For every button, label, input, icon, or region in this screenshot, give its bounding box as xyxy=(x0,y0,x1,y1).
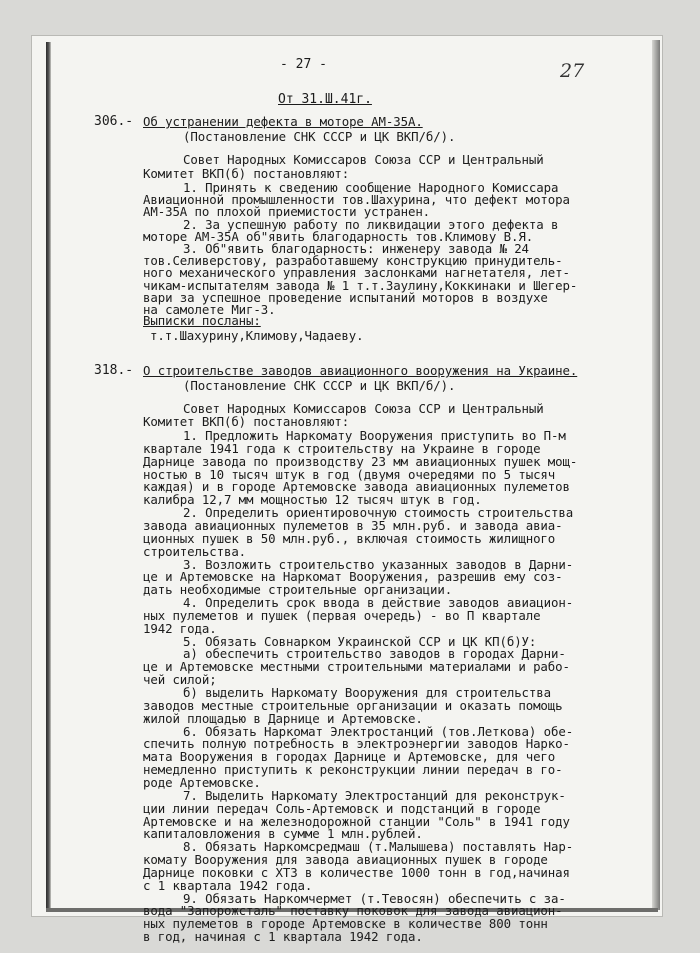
entry-318-body-line: завода авиационных пулеметов в 35 млн.руб. и завода авиа- xyxy=(143,517,563,533)
entry-318-body-line: Дарнице поковки с ХТЗ в количестве 1000 тонн в год,начиная xyxy=(143,864,570,880)
entry-318-body-line: 1. Предложить Наркомату Вооружения приступить во П-м xyxy=(183,428,566,443)
entry-318-body-line: ционных пушек в 50 млн.руб., включая стоимость жилищного xyxy=(143,530,556,546)
entry-318-body-line: дать необходимые строительные организации. xyxy=(143,582,453,598)
entry-318-body-line: калибра 12,7 мм мощностью 12 тысяч штук в год. xyxy=(143,492,482,508)
entry-318-body-line: 8. Обязать Наркомсредмаш (т.Малышева) поставлять Нар- xyxy=(183,839,574,855)
entry-318-body-line: це и Артемовске на Наркомат Вооружения, разрешив ему соз- xyxy=(143,569,563,585)
copies-label-306: Выписки посланы: xyxy=(143,313,261,328)
entry-318-body-line: б) выделить Наркомату Вооружения для строительства xyxy=(183,685,551,700)
entry-318-intro-line-2: Комитет ВКП(б) постановляют: xyxy=(143,414,350,429)
entry-318-body-line: це и Артемовске местными строительными материалами и рабо- xyxy=(143,659,570,675)
entry-318-source: (Постановление СНК СССР и ЦК ВКП/б/). xyxy=(183,378,456,393)
entry-306-source: (Постановление СНК СССР и ЦК ВКП/б/). xyxy=(183,129,456,144)
entry-318-body-line: 3. Возложить строительство указанных заводов в Дарни- xyxy=(183,556,574,572)
entry-306-body-line: АМ-35А по плохой приемистости устранен. xyxy=(143,204,431,220)
entry-318-body-line: ных пулеметов в городе Артемовске в количестве 800 тонн xyxy=(143,916,548,932)
entry-318-body-line: ностью в 10 тысяч штук в год (двумя очередями по 5 тысяч xyxy=(143,466,556,482)
entry-318-body-line: в год, начиная с 1 квартала 1942 года. xyxy=(143,929,423,945)
page-number: - 27 - xyxy=(280,57,327,72)
entry-318-body-line: заводов местные строительные организации и оказать помощь xyxy=(143,697,563,713)
entry-318-body-line: спечить полную потребность в электроэнергии заводов Нарко- xyxy=(143,736,570,752)
entry-318-body-line: 1942 года. xyxy=(143,620,217,636)
entry-306-intro-line-1: Совет Народных Комиссаров Союза ССР и Центральный xyxy=(183,152,544,167)
entry-306-body-line: вари за успешное проведение испытаний моторов в воздухе xyxy=(143,289,548,305)
entry-318-intro-line-1: Совет Народных Комиссаров Союза ССР и Центральный xyxy=(183,401,544,416)
handwritten-page-number: 27 xyxy=(560,60,585,82)
entry-318-body-line: капиталовложения в сумме 1 млн.рублей. xyxy=(143,826,423,842)
entry-306-body-line: 3. Об"явить благодарность: инженеру завода № 24 xyxy=(183,241,529,256)
page-left-edge-shadow xyxy=(46,42,51,912)
page-right-edge-shadow xyxy=(652,40,660,910)
entry-318-body-line: 6. Обязать Наркомат Электростанций (тов.Леткова) обе- xyxy=(183,723,574,739)
entry-318-body-line: жилой площадью в Дарнице и Артемовске. xyxy=(143,710,423,726)
entry-318-body-line: мата Вооружения в городах Дарнице и Артемовске, для чего xyxy=(143,749,556,765)
entry-318-body-line: комату Вооружения для завода авиационных пушек в городе xyxy=(143,852,548,868)
entry-318-body-line: Дарнице завода по производству 23 мм авиационных пушек мощ- xyxy=(143,453,578,469)
entry-306-body-line: Авиационной промышленности тов.Шахурина, что дефект мотора xyxy=(143,192,570,208)
date-heading: От 31.Ш.41г. xyxy=(278,92,372,107)
entry-306-body-line: 2. За успешную работу по ликвидации этого дефекта в xyxy=(183,216,559,232)
copies-recipients-306: т.т.Шахурину,Климову,Чадаеву. xyxy=(150,328,364,343)
entry-318-body-line: роде Артемовске. xyxy=(143,774,261,790)
entry-318-body-line: квартале 1941 года к строительству на Украине в городе xyxy=(143,440,541,456)
entry-306-title: Об устранении дефекта в моторе АМ-35А. xyxy=(143,114,423,129)
entry-318-body-line: 7. Выделить Наркомату Электростанций для реконструк- xyxy=(183,787,566,803)
entry-318-body-line: Артемовске и на железнодорожной станции "Соль" в 1941 году xyxy=(143,813,570,829)
entry-318-body-line: вода "Запорожсталь" поставку поковок для завода авиацион- xyxy=(143,903,563,919)
entry-318-body-line: немедленно приступить к реконструкции линии передач в го- xyxy=(143,762,563,778)
entry-318-body-line: ных пулеметов и пушек (первая очередь) - во П квартале xyxy=(143,607,541,623)
entry-306-body-line: моторе АМ-35А об"явить благодарность тов.Климову В.Я. xyxy=(143,228,534,244)
entry-306-body-line: тов.Селиверстову, разработавшему конструкцию принудитель- xyxy=(143,253,563,269)
entry-318-body-line: 4. Определить срок ввода в действие заводов авиацион- xyxy=(183,595,574,611)
entry-318-body-line: с 1 квартала 1942 года. xyxy=(143,877,313,893)
entry-318-body-line: строительства. xyxy=(143,543,247,559)
entry-318-body-line: каждая) и в городе Артемовске завода авиационных пулеметов xyxy=(143,479,570,495)
entry-318-body-line: ции линии передач Соль-Артемовск и подстанций в городе xyxy=(143,800,541,816)
entry-306-body-line: ного механического управления заслонками нагнетателя, лет- xyxy=(143,265,570,281)
entry-318-body-line: чей силой; xyxy=(143,672,217,688)
entry-306-body-line: чикам-испытателям завода № 1 т.т.Заулину,Коккинаки и Шегер- xyxy=(143,277,578,293)
entry-306-intro-line-2: Комитет ВКП(б) постановляют: xyxy=(143,166,350,181)
entry-318-number: 318.- xyxy=(94,363,134,378)
entry-318-body-line: а) обеспечить строительство заводов в городах Дарни- xyxy=(183,646,566,662)
entry-306-body-line: на самолете Миг-3. xyxy=(143,302,276,317)
entry-318-body-line: 2. Определить ориентировочную стоимость строительства xyxy=(183,505,574,521)
entry-306-body-line: 1. Принять к сведению сообщение Народного Комиссара xyxy=(183,180,559,195)
entry-306-number: 306.- xyxy=(94,114,134,129)
entry-318-body-line: 9. Обязать Наркомчермет (т.Тевосян) обеспечить с за- xyxy=(183,890,566,906)
entry-318-body-line: 5. Обязать Совнарком Украинской ССР и ЦК КП(б)У: xyxy=(183,633,537,649)
entry-318-title: О строительстве заводов авиационного вооружения на Украине. xyxy=(143,363,578,378)
